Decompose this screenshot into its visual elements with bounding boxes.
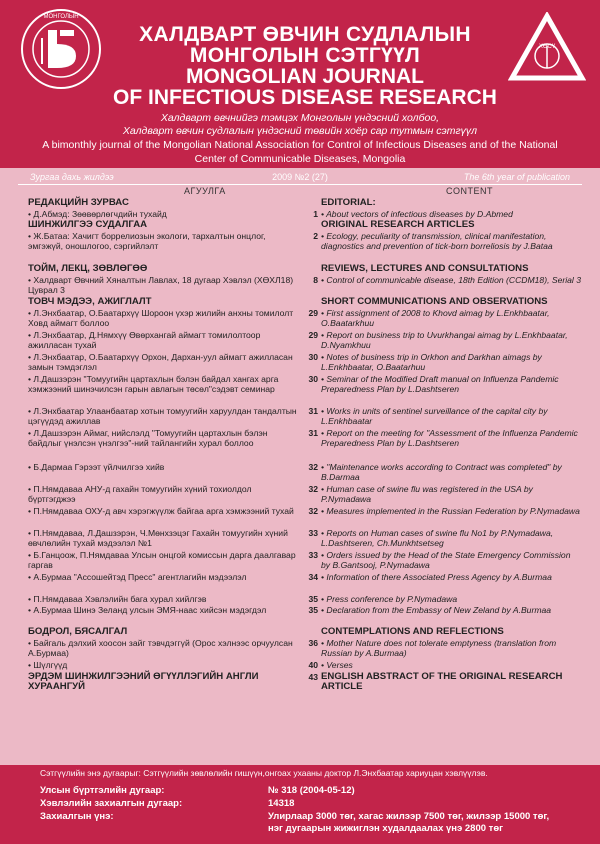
toc-page-number: 33 xyxy=(308,528,318,538)
toc-entry-mongolian: • Л.Энхбаатар, Д.Нямхүү Өвөрхангай аймагт томилолтоор ажилласан тухай xyxy=(28,330,261,351)
toc-page-number: 29 xyxy=(308,330,318,340)
order-number-value: 14318 xyxy=(268,798,295,809)
logo-left-text: МОНГОЛЫН xyxy=(43,14,79,20)
toc-entry-mongolian: • Ж.Батаа: Хачигт боррелиозын экологи, тархалтын онцлог, эмгэжүй, оношлогоо, сэргийлэлт xyxy=(28,231,266,252)
toc-row xyxy=(18,406,584,428)
toc-page-number: 8 xyxy=(313,275,318,285)
toc-page-number: 30 xyxy=(308,374,318,384)
toc-page-number: 32 xyxy=(308,462,318,472)
toc-entry-mongolian: • Байгаль дэлхий хоосон зайг тэвчдэггүй (Орос хэлнээс орчуулсан А.Бурмаа) xyxy=(28,638,293,659)
toc-page-number: 2 xyxy=(313,231,318,241)
toc-row xyxy=(18,330,584,352)
toc-page-number: 33 xyxy=(308,550,318,560)
issue-year-mongolian: Зургаа дахь жилдээ xyxy=(30,172,114,182)
toc-entry-mongolian: • П.Нямдаваа Хэвлэлийн бага хурал хийлгэв xyxy=(28,594,207,604)
toc-entry-english: • "Maintenance works according to Contract was completed" by B.Darmaa xyxy=(321,462,562,483)
toc-row xyxy=(18,638,584,660)
toc-page-number: 35 xyxy=(308,605,318,615)
toc-entry-mongolian: • Л.Энхбаатар Улаанбаатар хотын томуугийн харуулдан тандалтын цэгүүдэд ажиллав xyxy=(28,406,297,427)
price-value-2: нэг дугаарын жижиглэн худалдаалах үнэ 2800 төг xyxy=(268,823,504,834)
title-english-line-1: MONGOLIAN JOURNAL xyxy=(186,65,424,88)
toc-entry-mongolian: • Л.Энхбаатар, О.Баатархүү Шороон үхэр жилийн анхны томилолт Ховд аймагт боллоо xyxy=(28,308,294,329)
toc-row xyxy=(18,605,584,627)
toc-entry-mongolian: • Л.Дашзэрэн Аймаг, нийслэлд "Томуугийн цартахлын бэлэн байдлыг үнэлсэн үнэлгээ"-ний тайлангийн хурал боллоо xyxy=(28,428,268,449)
title-mongolian-line-2: МОНГОЛЫН СЭТГҮҮЛ xyxy=(189,44,421,67)
issue-year-english: The 6th year of publication xyxy=(463,172,570,182)
toc-entry-english: ORIGINAL RESEARCH ARTICLES xyxy=(321,219,475,230)
toc-entry-english: CONTEMPLATIONS AND REFLECTIONS xyxy=(321,626,504,637)
subtitle-english: A bimonthly journal of the Mongolian National Association for Control of Infectious Diseases and of the National Center of Communicable Diseases, Mongolia xyxy=(42,139,558,165)
toc-page-number: 32 xyxy=(308,506,318,516)
toc-row xyxy=(18,594,584,605)
editor-note: Сэтгүүлийн энэ дугаарыг: Сэтгүүлийн зөвлөлийн гишүүн,онгоах ухааны доктор Л.Энхбаатар хариуцан хэвлүүлэв. xyxy=(40,768,488,778)
toc-entry-english: • Control of communicable disease, 18th Edition (CCDM18), Serial 3 xyxy=(321,275,581,285)
toc-entry-english: • Reports on Human cases of swine flu No1 by P.Nymadawa, L.Dashtseren, Ch.Munkhtsetseg xyxy=(321,528,554,549)
toc-row xyxy=(18,297,584,308)
toc-page-number: 31 xyxy=(308,428,318,438)
toc-entry-mongolian: РЕДАКЦИЙН ЗУРВАС xyxy=(28,197,129,208)
issue-number: 2009 №2 (27) xyxy=(272,172,328,182)
subtitle-mongolian-2: Халдварт өвчин судлалын үндэсний төвийн хоёр сар тутмын сэтгүүл xyxy=(122,125,478,137)
order-number-label: Хэвлэлийн захиалгын дугаар: xyxy=(40,798,183,809)
toc-page-number: 36 xyxy=(308,638,318,648)
toc-row xyxy=(18,550,584,572)
toc-entry-mongolian: • А.Бурмаа Шинэ Зеланд улсын ЭМЯ-наас хийсэн мэдэгдэл xyxy=(28,605,267,615)
toc-entry-mongolian: • Б.Ганцоож, П.Нямдаваа Улсын онцгой комиссын дарга даалгавар гаргав xyxy=(28,550,296,571)
title-english-line-2: OF INFECTIOUS DISEASE RESEARCH xyxy=(113,86,497,109)
toc-entry-english: • Orders issued by the Head of the State Emergency Commission by B.Gantsooj, P.Nymadawa xyxy=(321,550,571,571)
toc-row xyxy=(18,660,584,671)
toc-entry-mongolian: ЭРДЭМ ШИНЖИЛГЭЭНИЙ ӨГҮҮЛЛЭГИЙН АНГЛИ ХУРААНГУЙ xyxy=(28,671,259,693)
toc-entry-english: • Ecology, peculiarity of transmission, clinical manifestation, diagnostics and prevention of tick-born borreliosis by J.Bataa xyxy=(321,231,553,252)
toc-row xyxy=(18,506,584,528)
publication-footer xyxy=(0,765,600,844)
toc-row xyxy=(18,275,584,297)
association-logo-icon xyxy=(20,8,102,90)
toc-row xyxy=(18,484,584,506)
toc-row xyxy=(18,627,584,638)
toc-row xyxy=(18,462,584,484)
toc-row xyxy=(18,198,584,209)
toc-entry-mongolian: ТОВЧ МЭДЭЭ, АЖИГЛАЛТ xyxy=(28,296,152,307)
toc-entry-english: • Works in units of sentinel surveillance of the capital city by L.Enkhbaatar xyxy=(321,406,548,427)
toc-entry-mongolian: • А.Бурмаа "Ассошейтэд Пресс" агентлагийн мэдээлэл xyxy=(28,572,247,582)
toc-row xyxy=(18,352,584,374)
toc-entry-english: • Report on the meeting for "Assessment of the Influenza Pandemic Preparedness Plan by L.Dashtseren xyxy=(321,428,578,449)
toc-entry-mongolian: • Д.Абмэд: Зөөвөрлөгчдийн тухайд xyxy=(28,209,167,219)
toc-entry-english: • Press conference by P.Nymadawa xyxy=(321,594,458,604)
toc-row xyxy=(18,374,584,406)
toc-row xyxy=(18,231,584,264)
toc-entry-english: • Information of there Associated Press Agency by A.Burmaa xyxy=(321,572,552,582)
registration-value: № 318 (2004-05-12) xyxy=(268,785,355,796)
toc-entry-mongolian: • Шүлгүүд xyxy=(28,660,68,670)
toc-row xyxy=(18,672,584,694)
toc-entry-mongolian: БОДРОЛ, БЯСАЛГАЛ xyxy=(28,626,128,637)
toc-page-number: 30 xyxy=(308,352,318,362)
toc-entry-mongolian: • Халдварт Өвчний Хяналтын Лавлах, 18 дугаар Хэвлэл (ХӨХЛ18) Цуврал 3 xyxy=(28,275,294,296)
toc-page-number: 1 xyxy=(313,209,318,219)
toc-entry-english: • Declaration from the Embassy of New Zeland by A.Burmaa xyxy=(321,605,552,615)
toc-entry-mongolian: • П.Нямдаваа ОХУ-д авч хэрэгжүүлж байгаа арга хэмжээний тухай xyxy=(28,506,294,516)
registration-label: Улсын бүртгэлийн дугаар: xyxy=(40,785,165,796)
toc-row xyxy=(18,220,584,231)
price-value-1: Улирлаар 3000 төг, хагас жилээр 7500 төг, жилээр 15000 төг, xyxy=(268,811,550,822)
toc-page-number: 29 xyxy=(308,308,318,318)
toc-entry-mongolian: • Б.Дармаа Гэрээт үйлчилгээ хийв xyxy=(28,462,165,472)
divider xyxy=(18,184,582,185)
toc-row xyxy=(18,572,584,594)
toc-entry-english: • Human case of swine flu was registered in the USA by P.Nymadawa xyxy=(321,484,533,505)
toc-entry-english: • Mother Nature does not tolerate emptyness (translation from Russian by A.Burmaa) xyxy=(321,638,557,659)
toc-page-number: 32 xyxy=(308,484,318,494)
toc-entry-english: • Verses xyxy=(321,660,353,670)
toc-row xyxy=(18,528,584,550)
toc-entry-english: EDITORIAL: xyxy=(321,197,376,208)
title-mongolian-line-1: ХАЛДВАРТ ӨВЧИН СУДЛАЛЫН xyxy=(139,23,471,46)
toc-entry-english: • About vectors of infectious diseases by D.Abmed xyxy=(321,209,513,219)
toc-entry-mongolian: • П.Нямдаваа АНУ-д гахайн томуугийн хүний тохиолдол бүртгэгджээ xyxy=(28,484,252,505)
toc-page-number: 40 xyxy=(308,660,318,670)
toc-page-number: 31 xyxy=(308,406,318,416)
toc-entry-english: • Measures implemented in the Russian Federation by P.Nymadawa xyxy=(321,506,580,516)
toc-entry-english: SHORT COMMUNICATIONS AND OBSERVATIONS xyxy=(321,296,548,307)
toc-entry-english: ENGLISH ABSTRACT OF THE ORIGINAL RESEARCH ARTICLE xyxy=(321,671,563,693)
recycle-triangle-logo-icon xyxy=(508,12,586,84)
subtitle-mongolian-1: Халдварт өвчнийгэ тэмцэх Монголын үндэсний холбоо, xyxy=(160,112,440,124)
toc-entry-english: • Seminar of the Modified Draft manual on Influenza Pandemic Preparedness Plan by L.Dashtseren xyxy=(321,374,559,395)
toc-entry-mongolian: • Л.Энхбаатар, О.Баатархүү Орхон, Дархан-уул аймагт ажилласан замын тэмдэглэл xyxy=(28,352,293,373)
toc-entry-mongolian: • П.Нямдаваа, Л.Дашзэрэн, Ч.Мөнхзэцэг Гахайн томуугийн хүний өвчлөлийн тухай мэдээлэл №1 xyxy=(28,528,288,549)
toc-page-number: 34 xyxy=(308,572,318,582)
toc-heading-mongolian: АГУУЛГА xyxy=(184,186,226,196)
toc-entry-english: • Notes of business trip in Orkhon and Darkhan aimags by L.Enkhbaatar, O.Baatarhuu xyxy=(321,352,542,373)
toc-entry-mongolian: ТОЙМ, ЛЕКЦ, ЗӨВЛӨГӨӨ xyxy=(28,263,148,274)
toc-entry-english: • First assignment of 2008 to Khovd aimag by L.Enkhbaatar, O.Baatarkhuu xyxy=(321,308,550,329)
logo-right-text: ХӨСҮ xyxy=(538,44,556,50)
toc-entry-english: • Report on business trip to Uvurkhangai aimag by L.Enkhbaatar, D.Nyamkhuu xyxy=(321,330,568,351)
toc-entry-english: REVIEWS, LECTURES AND CONSULTATIONS xyxy=(321,263,529,274)
price-label: Захиалгын үнэ: xyxy=(40,811,114,822)
toc-row xyxy=(18,428,584,461)
toc-page-number: 35 xyxy=(308,594,318,604)
toc-entry-mongolian: • Л.Дашзэрэн "Томуугийн цартахлын бэлэн байдал хангах арга хэмжээний шинэчилсэн гарын авлагын төсөл"сэдэвт семинар xyxy=(28,374,279,395)
toc-entry-mongolian: ШИНЖИЛГЭЭ СУДАЛГАА xyxy=(28,219,148,230)
toc-row xyxy=(18,308,584,330)
toc-row xyxy=(18,264,584,275)
toc-page-number: 43 xyxy=(308,672,318,682)
cover-header xyxy=(0,0,600,168)
toc-heading-english: CONTENT xyxy=(446,186,493,196)
